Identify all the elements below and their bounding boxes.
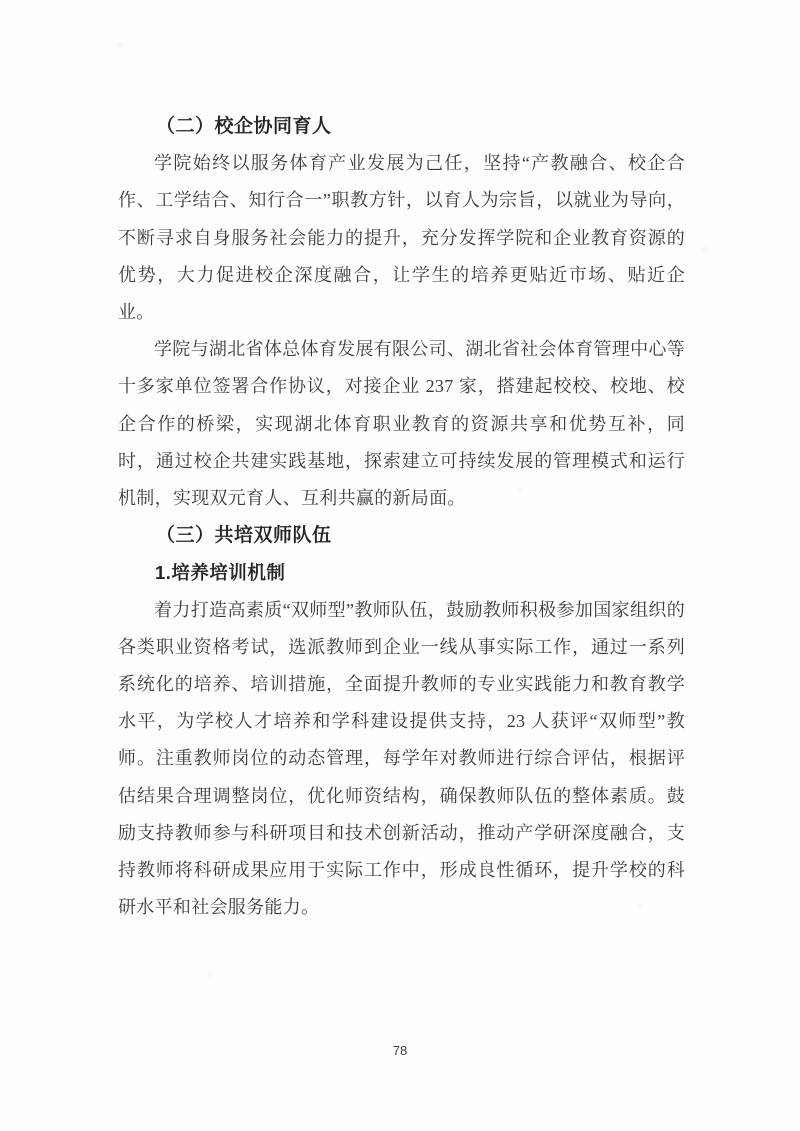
subsection-heading-training-mechanism: 1.培养培训机制: [155, 562, 286, 584]
document-content: [118, 108, 685, 926]
section-heading-school-enterprise-education: （二）校企协同育人: [156, 116, 332, 137]
page-number: 78: [392, 1043, 408, 1058]
paragraph-school-enterprise-1: 学院始终以服务体育产业发展为己任，坚持“产教融合、校企合作、工学结合、知行合一”职教方针，以育人为宗旨，以就业为导向，不断寻求自身服务社会能力的提升，充分发挥学院和企业教育资源的优势，大力促进校企深度融合，让学生的培养更贴近市场、贴近企业。: [118, 153, 685, 323]
paragraph-school-enterprise-2: 学院与湖北省体总体育发展有限公司、湖北省社会体育管理中心等十多家单位签署合作协议，对接企业 237 家，搭建起校校、校地、校企合作的桥梁，实现湖北体育职业教育的资源共享和优势互补，同时，通过校企共建实践基地，探索建立可持续发展的管理模式和运行机制，实现双元育人、互利共赢的新局面。: [118, 339, 685, 509]
section-heading-dual-qualified-teachers: （三）共培双师队伍: [156, 525, 332, 547]
paragraph-training-mechanism: 着力打造高素质“双师型”教师队伍，鼓励教师积极参加国家组织的各类职业资格考试，选派教师到企业一线从事实际工作，通过一系列系统化的培养、培训措施，全面提升教师的专业实践能力和教育教学水平，为学校人才培养和学科建设提供支持，23 人获评“双师型”教师。注重教师岗位的动态管理，每学年对教师进行综合评估，根据评估结果合理调整岗位，优化师资结构，确保教师队伍的整体素质。鼓励支持教师参与科研项目和技术创新活动，推动产学研深度融合，支持教师将科研成果应用于实际工作中，形成良性循环，提升学校的科研水平和社会服务能力。: [118, 599, 685, 918]
page-footer: [0, 1042, 800, 1060]
